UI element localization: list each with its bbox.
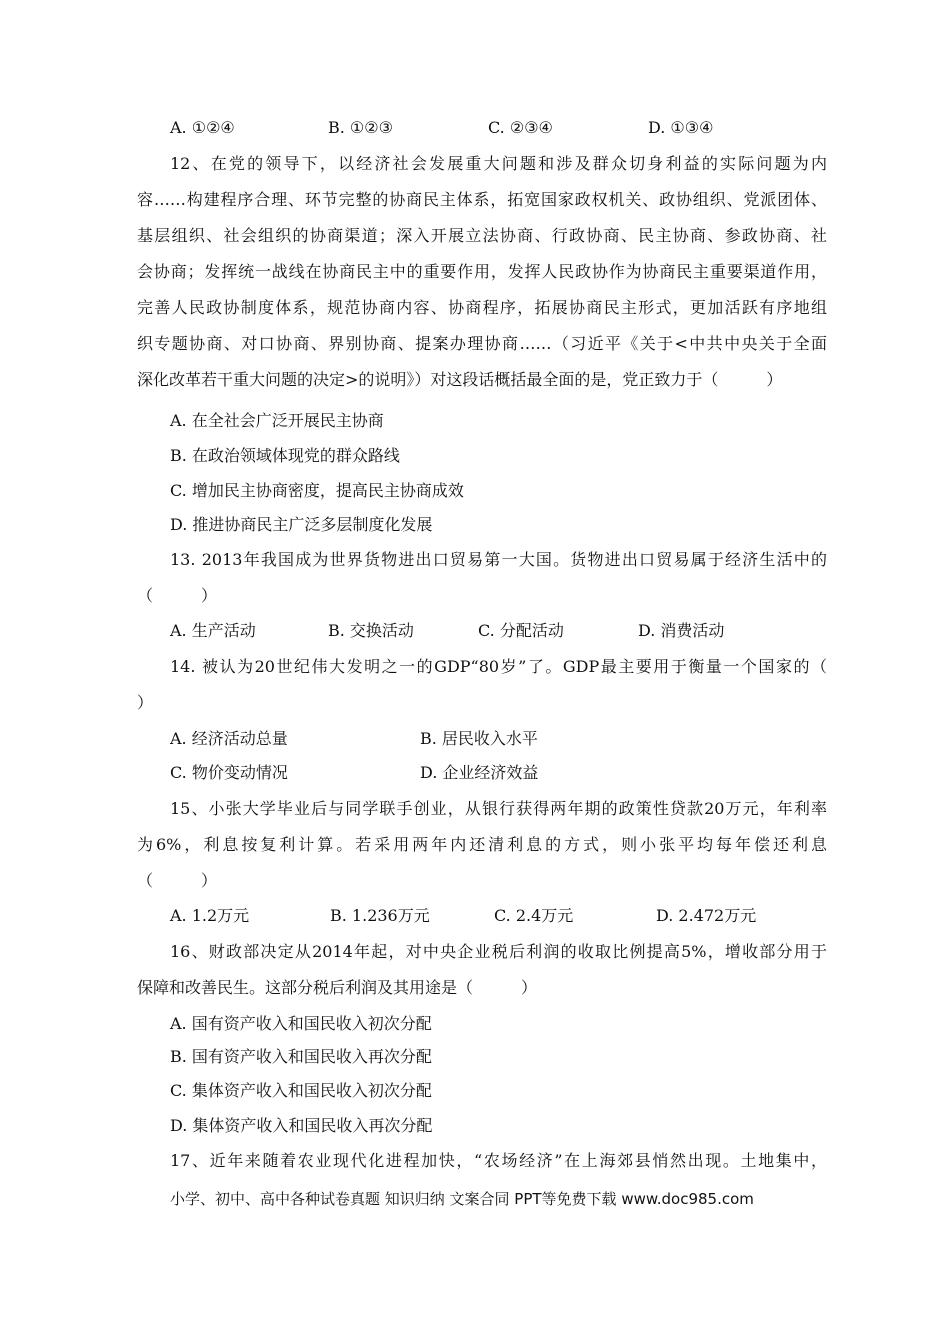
q16-option-c: C. 集体资产收入和国民收入初次分配 xyxy=(170,1081,432,1100)
q12-text-line-2: 容……构建程序合理、环节完整的协商民主体系，拓宽国家政权机关、政协组织、党派团体、 xyxy=(137,190,827,209)
q16-option-d: D. 集体资产收入和国民收入再次分配 xyxy=(170,1116,433,1135)
page-footer: 小学、初中、高中各种试卷真题 知识归纳 文案合同 PPT等免费下载 www.doc985.com xyxy=(170,1190,754,1208)
q13-text-line-2: （ ） xyxy=(137,586,218,605)
q12-option-d: D. 推进协商民主广泛多层制度化发展 xyxy=(170,515,433,534)
q14-option-c: C. 物价变动情况 xyxy=(170,763,288,782)
q14-text-line-2: ） xyxy=(137,693,154,712)
q12-text-line-5: 完善人民政协制度体系，规范协商内容、协商程序，拓展协商民主形式，更加活跃有序地组 xyxy=(137,298,827,317)
q15-option-a: A. 1.2万元 xyxy=(170,906,250,925)
q11-option-c: C. ②③④ xyxy=(488,118,553,137)
q12-text-line-3: 基层组织、社会组织的协商渠道；深入开展立法协商、行政协商、民主协商、参政协商、社 xyxy=(137,226,827,245)
q17-text-line-1: 17、近年来随着农业现代化进程加快，“农场经济”在上海郊县悄然出现。土地集中， xyxy=(170,1151,827,1170)
q16-text-line-2: 保障和改善民生。这部分税后利润及其用途是（ ） xyxy=(137,978,538,997)
q15-text-line-2: 为6%，利息按复利计算。若采用两年内还清利息的方式，则小张平均每年偿还利息 xyxy=(137,835,827,854)
q14-option-d: D. 企业经济效益 xyxy=(420,763,539,782)
q13-option-d: D. 消费活动 xyxy=(638,621,725,640)
q12-text-line-4: 会协商；发挥统一战线在协商民主中的重要作用，发挥人民政协作为协商民主重要渠道作用， xyxy=(137,262,827,281)
q12-option-b: B. 在政治领域体现党的群众路线 xyxy=(170,446,400,465)
q13-text-line-1: 13. 2013年我国成为世界货物进出口贸易第一大国。货物进出口贸易属于经济生活中的 xyxy=(170,550,827,569)
q15-text-line-3: （ ） xyxy=(137,871,218,890)
q12-text-line-7: 深化改革若干重大问题的决定>的说明》）对这段话概括最全面的是，党正致力于（ ） xyxy=(137,370,783,389)
q12-text-line-1: 12、在党的领导下，以经济社会发展重大问题和涉及群众切身利益的实际问题为内 xyxy=(170,154,827,173)
q14-text-line-1: 14. 被认为20世纪伟大发明之一的GDP“80岁”了。GDP最主要用于衡量一个国家的（ xyxy=(170,657,827,676)
q12-text-line-6: 织专题协商、对口协商、界别协商、提案办理协商……（习近平《关于<中共中央关于全面 xyxy=(137,334,827,353)
q15-option-d: D. 2.472万元 xyxy=(656,906,757,925)
q15-option-c: C. 2.4万元 xyxy=(494,906,574,925)
q11-option-b: B. ①②③ xyxy=(328,118,393,137)
q14-option-b: B. 居民收入水平 xyxy=(420,729,538,748)
q11-option-d: D. ①③④ xyxy=(648,118,714,137)
q16-option-a: A. 国有资产收入和国民收入初次分配 xyxy=(170,1014,432,1033)
q13-option-a: A. 生产活动 xyxy=(170,621,256,640)
q13-option-b: B. 交换活动 xyxy=(328,621,414,640)
q15-text-line-1: 15、小张大学毕业后与同学联手创业，从银行获得两年期的政策性贷款20万元，年利率 xyxy=(170,799,827,818)
q11-option-a: A. ①②④ xyxy=(170,118,235,137)
q12-option-c: C. 增加民主协商密度，提高民主协商成效 xyxy=(170,481,464,500)
q16-text-line-1: 16、财政部决定从2014年起，对中央企业税后利润的收取比例提高5%，增收部分用于 xyxy=(170,942,827,961)
q13-option-c: C. 分配活动 xyxy=(478,621,564,640)
q12-option-a: A. 在全社会广泛开展民主协商 xyxy=(170,411,384,430)
q15-option-b: B. 1.236万元 xyxy=(330,906,430,925)
q14-option-a: A. 经济活动总量 xyxy=(170,729,288,748)
q16-option-b: B. 国有资产收入和国民收入再次分配 xyxy=(170,1047,432,1066)
